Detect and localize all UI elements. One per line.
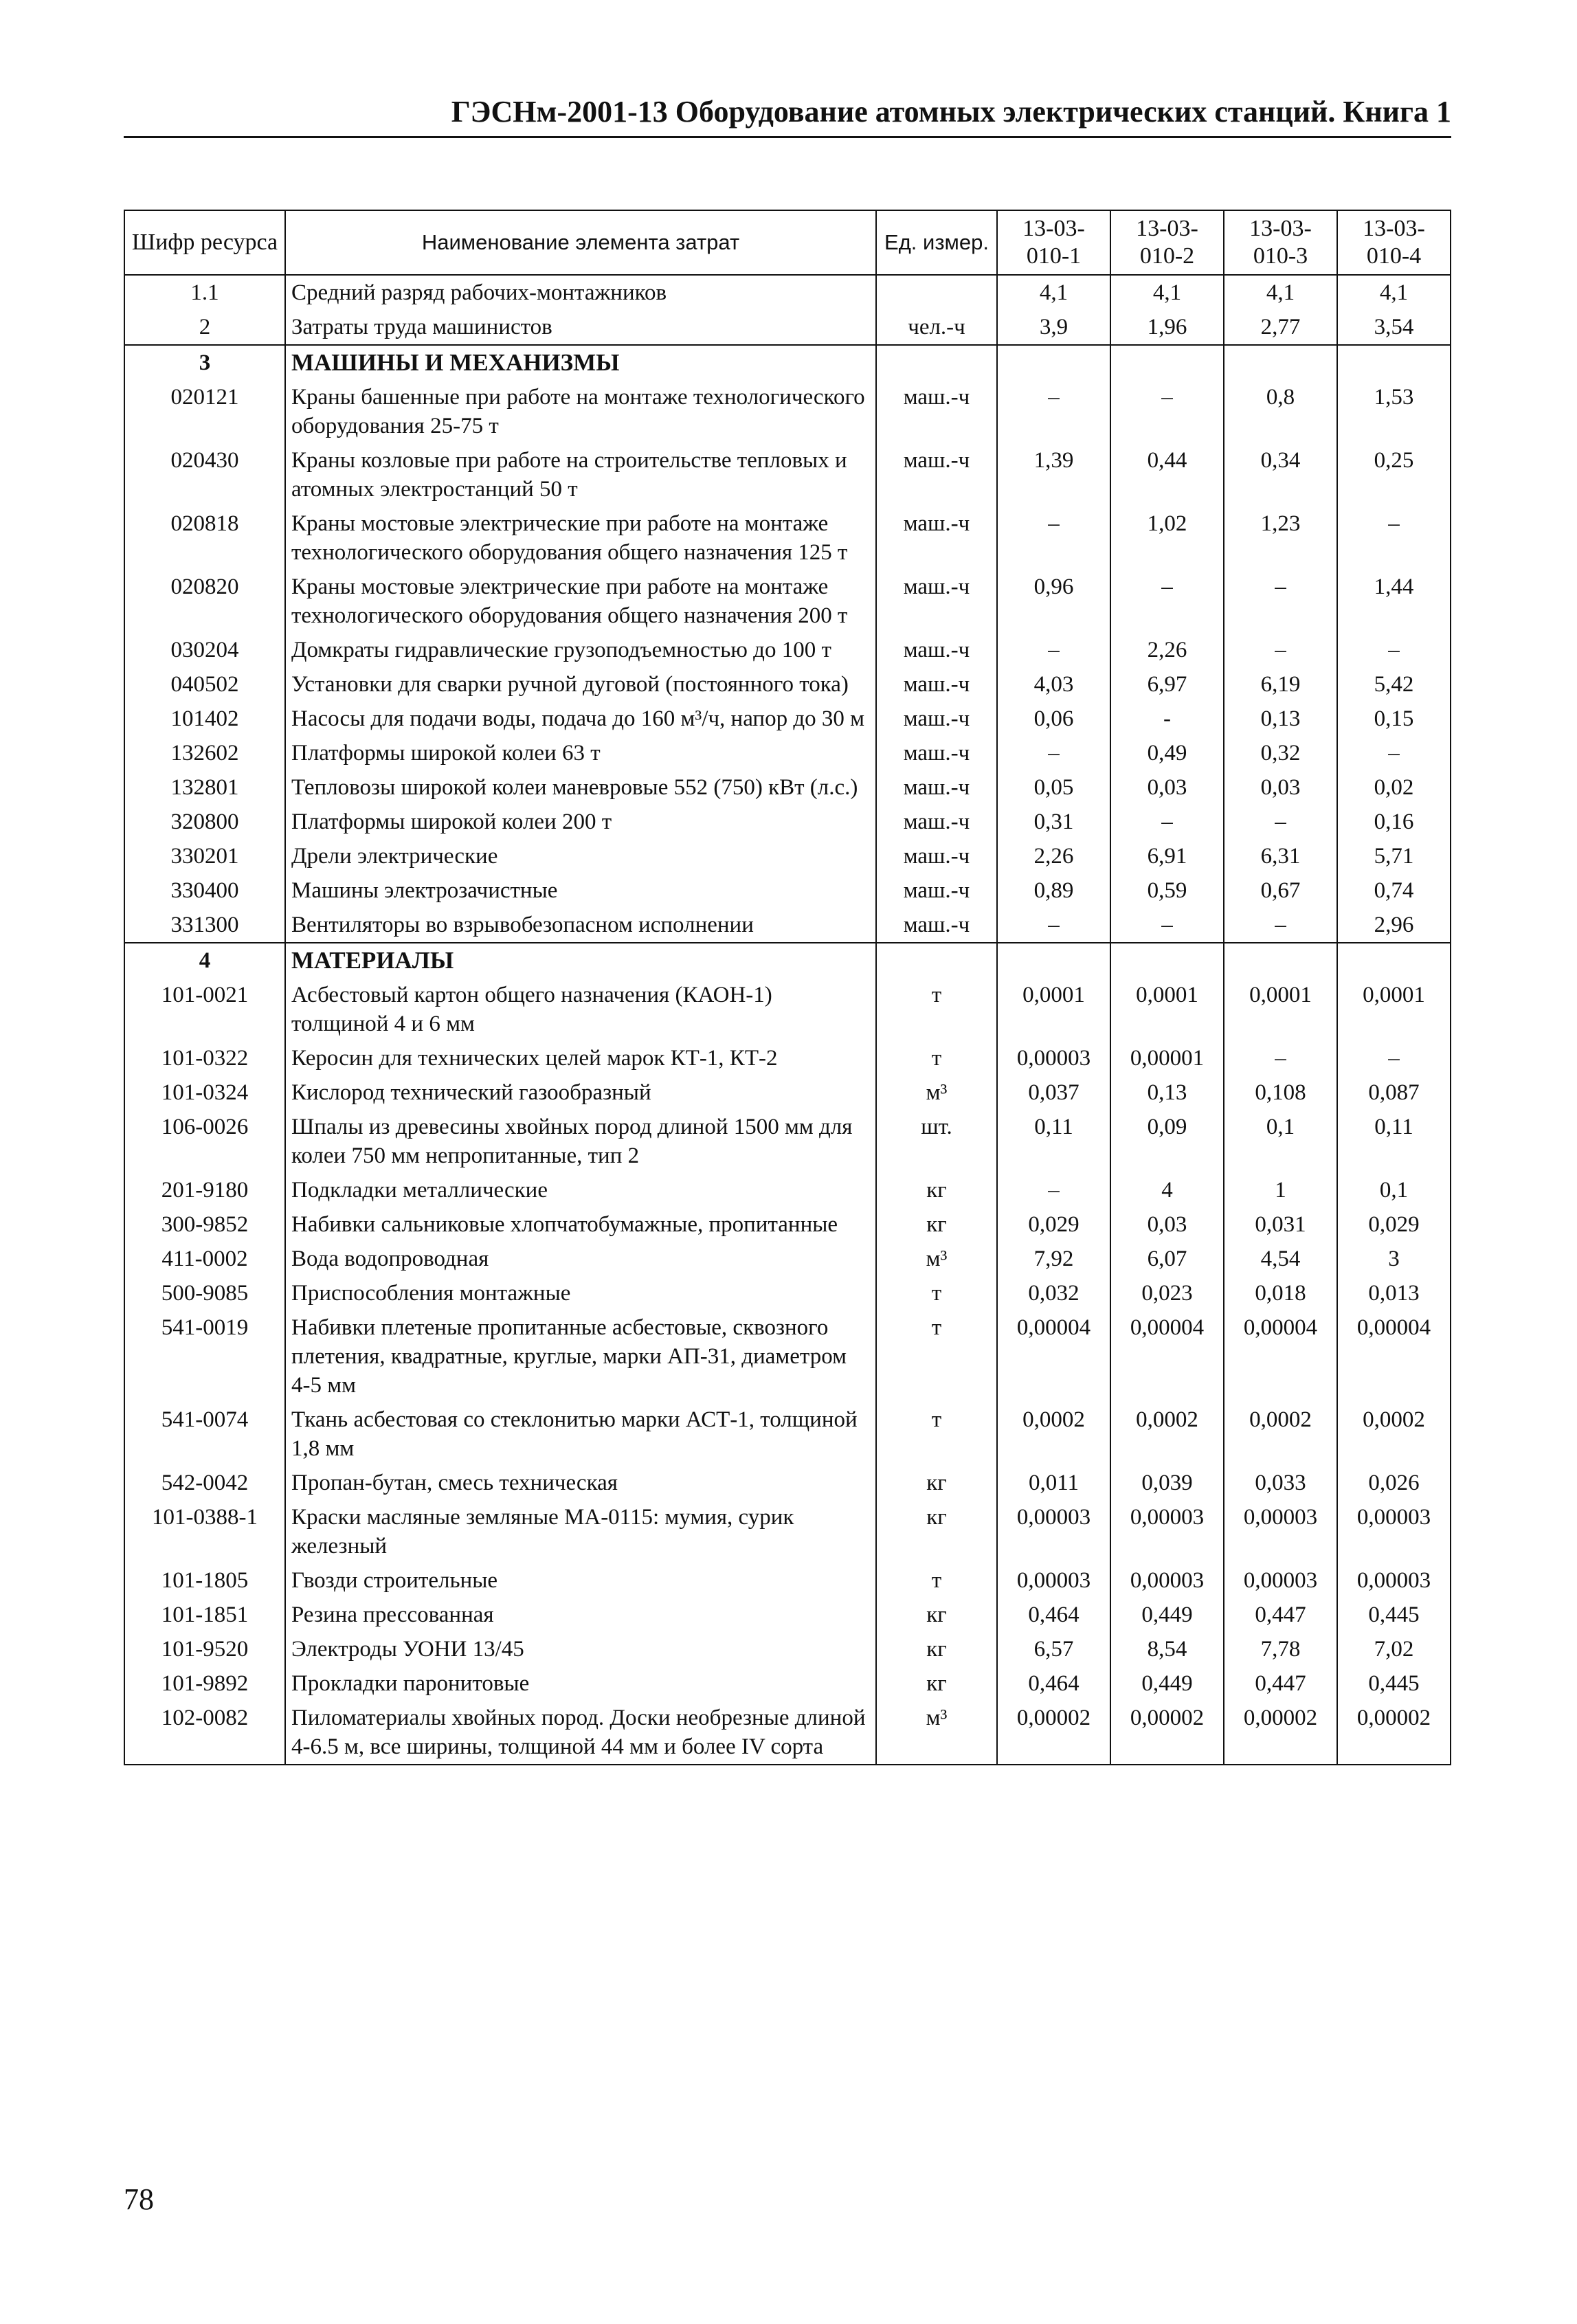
norm-value-2: 0,449 [1110,1598,1224,1632]
column-header-norm-2: 13-03-010-2 [1110,210,1224,275]
norm-value-2 [1110,943,1224,978]
resource-code: 500-9085 [124,1276,285,1310]
norm-value-4: 0,0002 [1337,1403,1451,1466]
norm-value-2: 8,54 [1110,1632,1224,1666]
column-header-norm-4: 13-03-010-4 [1337,210,1451,275]
unit-cell [876,345,997,380]
resource-code: 300-9852 [124,1207,285,1242]
norm-value-4: 0,11 [1337,1110,1451,1173]
norm-value-3: 0,1 [1224,1110,1337,1173]
resource-name: Машины электрозачистные [285,873,876,908]
norm-value-1: 0,0001 [997,978,1110,1041]
resource-code: 106-0026 [124,1110,285,1173]
norm-value-1: 0,032 [997,1276,1110,1310]
norm-value-4: 0,74 [1337,873,1451,908]
table-body [124,275,1451,1765]
norm-value-1: 0,89 [997,873,1110,908]
norm-value-4: 0,15 [1337,702,1451,736]
resource-name: МАШИНЫ И МЕХАНИЗМЫ [285,345,876,380]
table-row [124,805,1451,839]
resource-name: Краны мостовые электрические при работе на монтаже технологического оборудования общего назначения 125 т [285,506,876,570]
resource-code: 2 [124,310,285,345]
table-row [124,1466,1451,1500]
table-row [124,1500,1451,1563]
resource-code: 030204 [124,633,285,667]
unit-cell: маш.-ч [876,736,997,770]
unit-cell: чел.-ч [876,310,997,345]
norm-value-4: 0,013 [1337,1276,1451,1310]
resource-name: Шпалы из древесины хвойных пород длиной 1500 мм для колеи 750 мм непропитанные, тип 2 [285,1110,876,1173]
resource-name: Кислород технический газообразный [285,1075,876,1110]
norm-value-2: 0,49 [1110,736,1224,770]
norm-value-3: 7,78 [1224,1632,1337,1666]
column-header-norm-1: 13-03-010-1 [997,210,1110,275]
norm-value-4 [1337,943,1451,978]
table-row [124,978,1451,1041]
norm-value-2: – [1110,380,1224,443]
unit-cell: т [876,978,997,1041]
norm-value-2: 0,03 [1110,770,1224,805]
resource-code: 020820 [124,570,285,633]
norm-value-3: 0,018 [1224,1276,1337,1310]
norm-value-2: 0,023 [1110,1276,1224,1310]
norm-value-2: 0,13 [1110,1075,1224,1110]
resource-code: 020430 [124,443,285,506]
norm-value-4: 0,00003 [1337,1500,1451,1563]
unit-cell: т [876,1310,997,1403]
norm-value-4: 0,25 [1337,443,1451,506]
resource-name: Установки для сварки ручной дуговой (постоянного тока) [285,667,876,702]
norm-value-3: 0,447 [1224,1666,1337,1701]
norm-value-1: 0,00003 [997,1500,1110,1563]
resource-name: Краны козловые при работе на строительстве тепловых и атомных электростанций 50 т [285,443,876,506]
norm-value-3: 0,13 [1224,702,1337,736]
norm-value-2: 6,91 [1110,839,1224,873]
resource-code: 101-0021 [124,978,285,1041]
resource-code: 040502 [124,667,285,702]
column-header-unit: Ед. измер. [876,210,997,275]
resource-name: Затраты труда машинистов [285,310,876,345]
resource-code: 132602 [124,736,285,770]
resource-code: 330201 [124,839,285,873]
norm-value-4: 0,1 [1337,1173,1451,1207]
norm-value-2: 6,97 [1110,667,1224,702]
norm-value-2: 0,00002 [1110,1701,1224,1765]
norm-value-2: 2,26 [1110,633,1224,667]
resource-name: Прокладки паронитовые [285,1666,876,1701]
norm-value-2: 0,00003 [1110,1563,1224,1598]
norm-value-3: 1,23 [1224,506,1337,570]
unit-cell: маш.-ч [876,908,997,943]
norm-value-1: 0,05 [997,770,1110,805]
table-row [124,1041,1451,1075]
norm-value-1: 0,96 [997,570,1110,633]
unit-cell: маш.-ч [876,443,997,506]
unit-cell: маш.-ч [876,506,997,570]
norm-value-1: 6,57 [997,1632,1110,1666]
norm-value-2 [1110,345,1224,380]
unit-cell [876,943,997,978]
resource-name: Ткань асбестовая со стеклонитью марки АСТ-1, толщиной 1,8 мм [285,1403,876,1466]
unit-cell: маш.-ч [876,667,997,702]
norm-value-4: – [1337,736,1451,770]
norm-value-2: 0,44 [1110,443,1224,506]
resource-name: Подкладки металлические [285,1173,876,1207]
norm-value-3: – [1224,633,1337,667]
resource-code: 542-0042 [124,1466,285,1500]
norm-value-4: 1,53 [1337,380,1451,443]
table-row [124,908,1451,943]
norm-value-3: 0,32 [1224,736,1337,770]
table-row [124,736,1451,770]
norm-value-4: 0,00002 [1337,1701,1451,1765]
norm-value-4: – [1337,633,1451,667]
table-row [124,506,1451,570]
norm-value-4: 2,96 [1337,908,1451,943]
norm-value-2: 6,07 [1110,1242,1224,1276]
table-row [124,873,1451,908]
norm-value-4: 4,1 [1337,275,1451,310]
resource-name: Асбестовый картон общего назначения (КАОН-1) толщиной 4 и 6 мм [285,978,876,1041]
resource-code: 101-9892 [124,1666,285,1701]
norm-value-1: 0,31 [997,805,1110,839]
norm-value-1: – [997,380,1110,443]
norm-value-4: 0,445 [1337,1598,1451,1632]
unit-cell: маш.-ч [876,570,997,633]
norm-value-1: 0,464 [997,1598,1110,1632]
norm-value-2: 0,039 [1110,1466,1224,1500]
unit-cell: маш.-ч [876,380,997,443]
unit-cell: т [876,1563,997,1598]
resource-code: 101-0388-1 [124,1500,285,1563]
norm-value-4: 3,54 [1337,310,1451,345]
resource-name: Гвозди строительные [285,1563,876,1598]
resource-name: Керосин для технических целей марок КТ-1, КТ-2 [285,1041,876,1075]
unit-cell: т [876,1041,997,1075]
norm-value-1: – [997,1173,1110,1207]
page-header-title: ГЭСНм-2001-13 Оборудование атомных электрических станций. Книга 1 [124,88,1451,138]
norm-value-1 [997,943,1110,978]
unit-cell: кг [876,1466,997,1500]
norm-value-1: 0,011 [997,1466,1110,1500]
norm-value-2: – [1110,570,1224,633]
norm-value-1: – [997,736,1110,770]
norm-value-3: 0,00002 [1224,1701,1337,1765]
resource-name: Приспособления монтажные [285,1276,876,1310]
norm-value-3: 0,031 [1224,1207,1337,1242]
unit-cell: м³ [876,1701,997,1765]
norm-value-4: 1,44 [1337,570,1451,633]
norm-value-3: 1 [1224,1173,1337,1207]
table-row [124,1563,1451,1598]
norm-value-3: 0,447 [1224,1598,1337,1632]
unit-cell: кг [876,1598,997,1632]
norm-value-4: 0,087 [1337,1075,1451,1110]
norm-value-2: 0,59 [1110,873,1224,908]
unit-cell [876,275,997,310]
unit-cell: маш.-ч [876,839,997,873]
norm-value-1: 0,11 [997,1110,1110,1173]
resource-name: Набивки сальниковые хлопчатобумажные, пропитанные [285,1207,876,1242]
norm-value-1: 0,00003 [997,1563,1110,1598]
unit-cell: т [876,1403,997,1466]
norm-value-4: 0,0001 [1337,978,1451,1041]
norm-value-1: 3,9 [997,310,1110,345]
norm-value-3: – [1224,908,1337,943]
norm-value-3: 0,00004 [1224,1310,1337,1403]
unit-cell: м³ [876,1242,997,1276]
norm-value-2: 0,00001 [1110,1041,1224,1075]
resource-norms-table [124,210,1451,1765]
resource-code: 201-9180 [124,1173,285,1207]
table-row [124,770,1451,805]
resource-name: Краски масляные земляные МА-0115: мумия, сурик железный [285,1500,876,1563]
table-row [124,633,1451,667]
resource-name: Домкраты гидравлические грузоподъемностью до 100 т [285,633,876,667]
norm-value-2: – [1110,805,1224,839]
norm-value-1: 0,00002 [997,1701,1110,1765]
norm-value-1: 0,00004 [997,1310,1110,1403]
unit-cell: шт. [876,1110,997,1173]
table-row [124,380,1451,443]
unit-cell: маш.-ч [876,702,997,736]
norm-value-4: 0,445 [1337,1666,1451,1701]
norm-value-1 [997,345,1110,380]
norm-value-4: 5,71 [1337,839,1451,873]
resource-name: Платформы широкой колеи 63 т [285,736,876,770]
resource-name: Пиломатериалы хвойных пород. Доски необрезные длиной 4-6.5 м, все ширины, толщиной 44 мм и более IV сорта [285,1701,876,1765]
norm-value-2: 0,0001 [1110,978,1224,1041]
norm-value-3: 0,033 [1224,1466,1337,1500]
norm-value-1: 0,0002 [997,1403,1110,1466]
resource-name: МАТЕРИАЛЫ [285,943,876,978]
resource-code: 102-0082 [124,1701,285,1765]
norm-value-1: 0,464 [997,1666,1110,1701]
resource-code: 101-0324 [124,1075,285,1110]
table-row [124,1701,1451,1765]
resource-code: 3 [124,345,285,380]
resource-code: 320800 [124,805,285,839]
table-row [124,310,1451,345]
resource-code: 101-0322 [124,1041,285,1075]
norm-value-4: 7,02 [1337,1632,1451,1666]
unit-cell: маш.-ч [876,633,997,667]
norm-value-1: 0,00003 [997,1041,1110,1075]
norm-value-3: 0,00003 [1224,1563,1337,1598]
table-row [124,839,1451,873]
table-row [124,1632,1451,1666]
resource-code: 1.1 [124,275,285,310]
norm-value-2: 4 [1110,1173,1224,1207]
norm-value-3: 0,00003 [1224,1500,1337,1563]
resource-name: Тепловозы широкой колеи маневровые 552 (750) кВт (л.с.) [285,770,876,805]
unit-cell: маш.-ч [876,873,997,908]
norm-value-4: 0,00003 [1337,1563,1451,1598]
norm-value-3: 4,1 [1224,275,1337,310]
unit-cell: кг [876,1500,997,1563]
norm-value-3: – [1224,1041,1337,1075]
table-row [124,1310,1451,1403]
table-row [124,1403,1451,1466]
column-header-code: Шифр ресурса [124,210,285,275]
norm-value-1: 2,26 [997,839,1110,873]
resource-name: Краны башенные при работе на монтаже технологического оборудования 25-75 т [285,380,876,443]
unit-cell: маш.-ч [876,805,997,839]
norm-value-3: 6,19 [1224,667,1337,702]
table-row [124,1242,1451,1276]
resource-code: 411-0002 [124,1242,285,1276]
norm-value-1: 0,037 [997,1075,1110,1110]
norm-value-4: 0,02 [1337,770,1451,805]
norm-value-1: 0,06 [997,702,1110,736]
resource-name: Пропан-бутан, смесь техническая [285,1466,876,1500]
unit-cell: кг [876,1173,997,1207]
section-row [124,345,1451,380]
table-row [124,1276,1451,1310]
norm-value-1: – [997,633,1110,667]
table-header-row [124,210,1451,275]
norm-value-3: 0,108 [1224,1075,1337,1110]
norm-value-2: 0,0002 [1110,1403,1224,1466]
norm-value-4: 0,026 [1337,1466,1451,1500]
norm-value-4: 0,00004 [1337,1310,1451,1403]
norm-value-2: 1,96 [1110,310,1224,345]
norm-value-4 [1337,345,1451,380]
resource-code: 541-0019 [124,1310,285,1403]
table-row [124,702,1451,736]
resource-code: 331300 [124,908,285,943]
norm-value-1: – [997,908,1110,943]
norm-value-2: 0,09 [1110,1110,1224,1173]
norm-value-1: 1,39 [997,443,1110,506]
norm-value-3: – [1224,805,1337,839]
unit-cell: маш.-ч [876,770,997,805]
resource-name: Электроды УОНИ 13/45 [285,1632,876,1666]
norm-value-2: – [1110,908,1224,943]
resource-name: Средний разряд рабочих-монтажников [285,275,876,310]
norm-value-3: 6,31 [1224,839,1337,873]
resource-code: 020818 [124,506,285,570]
table-row [124,570,1451,633]
norm-value-1: 7,92 [997,1242,1110,1276]
resource-code: 4 [124,943,285,978]
resource-name: Краны мостовые электрические при работе на монтаже технологического оборудования общего назначения 200 т [285,570,876,633]
table-row [124,1666,1451,1701]
page-number: 78 [124,2182,154,2216]
resource-code: 101-1851 [124,1598,285,1632]
norm-value-3 [1224,943,1337,978]
resource-code: 101402 [124,702,285,736]
unit-cell: м³ [876,1075,997,1110]
section-row [124,943,1451,978]
norm-value-4: 5,42 [1337,667,1451,702]
norm-value-3: 0,0001 [1224,978,1337,1041]
column-header-norm-3: 13-03-010-3 [1224,210,1337,275]
table-row [124,1110,1451,1173]
resource-name: Набивки плетеные пропитанные асбестовые, сквозного плетения, квадратные, круглые, марки АП-31, диаметром 4-5 мм [285,1310,876,1403]
norm-value-2: 0,00004 [1110,1310,1224,1403]
resource-name: Насосы для подачи воды, подача до 160 м³/ч, напор до 30 м [285,702,876,736]
resource-code: 020121 [124,380,285,443]
unit-cell: кг [876,1632,997,1666]
resource-code: 101-9520 [124,1632,285,1666]
table-row [124,1598,1451,1632]
norm-value-1: 4,1 [997,275,1110,310]
norm-value-4: – [1337,1041,1451,1075]
table-row [124,667,1451,702]
table-row [124,1207,1451,1242]
norm-value-3 [1224,345,1337,380]
norm-value-3: 2,77 [1224,310,1337,345]
norm-value-2: 0,03 [1110,1207,1224,1242]
resource-name: Дрели электрические [285,839,876,873]
resource-name: Платформы широкой колеи 200 т [285,805,876,839]
norm-value-3: 0,34 [1224,443,1337,506]
column-header-name: Наименование элемента затрат [285,210,876,275]
norm-value-2: 4,1 [1110,275,1224,310]
norm-value-3: 0,8 [1224,380,1337,443]
norm-value-4: – [1337,506,1451,570]
norm-value-1: – [997,506,1110,570]
norm-value-2: 1,02 [1110,506,1224,570]
table-row [124,1173,1451,1207]
resource-code: 330400 [124,873,285,908]
resource-code: 132801 [124,770,285,805]
norm-value-2: - [1110,702,1224,736]
norm-value-3: – [1224,570,1337,633]
resource-code: 541-0074 [124,1403,285,1466]
unit-cell: кг [876,1207,997,1242]
resource-name: Резина прессованная [285,1598,876,1632]
norm-value-1: 0,029 [997,1207,1110,1242]
resource-code: 101-1805 [124,1563,285,1598]
table-row [124,275,1451,310]
norm-value-1: 4,03 [997,667,1110,702]
norm-value-3: 0,03 [1224,770,1337,805]
resource-name: Вентиляторы во взрывобезопасном исполнении [285,908,876,943]
table-row [124,443,1451,506]
norm-value-2: 0,449 [1110,1666,1224,1701]
norm-value-4: 0,029 [1337,1207,1451,1242]
norm-value-3: 0,0002 [1224,1403,1337,1466]
table-row [124,1075,1451,1110]
unit-cell: кг [876,1666,997,1701]
norm-value-3: 4,54 [1224,1242,1337,1276]
norm-value-4: 0,16 [1337,805,1451,839]
resource-name: Вода водопроводная [285,1242,876,1276]
unit-cell: т [876,1276,997,1310]
norm-value-4: 3 [1337,1242,1451,1276]
norm-value-2: 0,00003 [1110,1500,1224,1563]
norm-value-3: 0,67 [1224,873,1337,908]
